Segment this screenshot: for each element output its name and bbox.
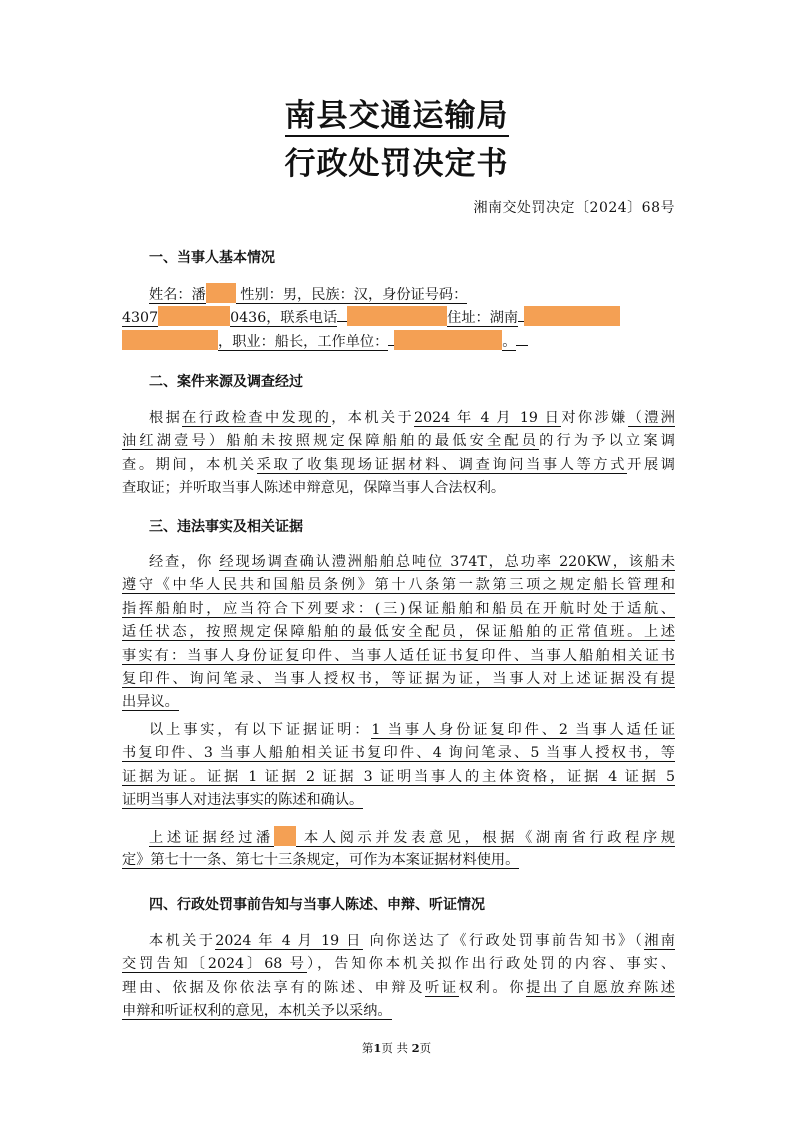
redaction-box — [158, 306, 230, 326]
evidence-line — [122, 789, 675, 812]
evidence-review-line — [122, 849, 675, 872]
address-label: 住址：湖南 — [447, 310, 519, 327]
text-run: 1 当事人身份证复印件、2 当事人适任证 — [371, 722, 675, 738]
text-run: 本人阅示并发表意见，根据《湖南省行政程序规 — [295, 830, 675, 846]
case-line-3 — [122, 454, 675, 477]
text-run: 在行政检查中发现的 — [182, 410, 332, 426]
party-gender-id-label: 性别：男，民族：汉，身份证号码： — [235, 287, 468, 303]
facts-paragraph-1 — [122, 551, 675, 715]
id-prefix: 4307 — [122, 310, 159, 327]
text-run: 根据 — [149, 410, 183, 426]
agency-title-text: 南县交通运输局 — [285, 98, 509, 137]
facts-line — [122, 574, 675, 597]
text-run: 提出了自愿放弃陈述 — [526, 979, 675, 996]
text-run: 理由、依据及你依法享有的陈述、申辩及 — [122, 979, 426, 996]
text-run: 湘南 — [644, 933, 675, 949]
notice-line — [122, 977, 675, 1000]
facts-line — [122, 621, 675, 644]
text-run: 证据为证。证据 1 证据 2 证据 3 证明当事人的主体资格，证据 4 证据 5 — [122, 768, 675, 785]
notice-line — [122, 930, 675, 953]
party-name-label: 姓名：潘 — [149, 287, 206, 303]
facts-line — [122, 691, 675, 714]
occupation-employer-label: ，职业：船长，工作单位： — [218, 333, 389, 350]
text-run: 2024 年 4 月 19 日 — [414, 410, 562, 426]
text-run: ，本机关于 — [331, 410, 415, 426]
redaction-box — [524, 306, 620, 326]
notice-paragraph — [122, 930, 675, 1024]
text-run: 交罚告知〔2024〕68 号 — [122, 956, 307, 973]
text-run: 对你涉嫌 — [561, 410, 628, 426]
case-line-2 — [122, 430, 675, 453]
facts-line — [122, 645, 675, 668]
text-run: 上述证据经过潘 — [149, 830, 274, 846]
text-run: 向你送达了《行政处罚事前告知书》（ — [362, 933, 645, 949]
notice-line — [122, 953, 675, 976]
text-run: 适任状态，按照规定保障船舶的最低安全配员，保证船舶的正常值班。上述 — [122, 624, 675, 641]
text-run: 油红湖壹号） — [122, 433, 227, 450]
section-2-heading: 二、案件来源及调查经过 — [149, 374, 303, 390]
document-title: 行政处罚决定书 — [284, 146, 509, 182]
id-suffix-phone-label: 0436，联系电话 — [230, 310, 338, 327]
evidence-line — [122, 719, 675, 742]
party-line-2 — [122, 306, 675, 329]
text-run: 书复印件、3 当事人船舶相关证书复印件、4 询问笔录、5 当事人授权书，等 — [122, 745, 675, 762]
text-run: 开展调 — [627, 456, 675, 473]
case-source-paragraph — [122, 407, 675, 501]
page-total: 2 — [411, 1041, 420, 1055]
text-run: 遵守《中华人民共和国船员条例》第十八条第一款第三项之规定船长管理和 — [122, 577, 675, 594]
text-run: 经现场调查确认澧洲船舶总吨位 374T，总功率 220KW，该船未 — [219, 554, 675, 570]
footer-text: 第 — [361, 1041, 374, 1055]
text-run: 以上事实，有以下证据证明： — [149, 722, 372, 738]
party-line-3 — [122, 330, 675, 353]
page-footer — [0, 1040, 793, 1056]
case-line-4: 查取证；并听取当事人陈述申辩意见，保障当事人合法权利。 — [122, 480, 506, 497]
text-run: 船舶未按照规定保障船舶的最低安全配员 — [226, 433, 540, 450]
evidence-line — [122, 766, 675, 789]
text-run: 权利。你 — [458, 979, 527, 996]
redaction-box — [274, 826, 296, 846]
line-end-period: 。 — [502, 333, 517, 350]
text-run: ），告知你本机关拟作出行政处罚的内容、事实、 — [306, 956, 675, 973]
text-run: 出异议。 — [122, 694, 179, 711]
text-run: 2024 年 4 月 19 日 — [215, 933, 363, 949]
document-number: 湘南交处罚决定〔2024〕68号 — [473, 200, 675, 216]
facts-line — [122, 598, 675, 621]
facts-line — [122, 668, 675, 691]
section-3-heading: 三、违法事实及相关证据 — [149, 519, 303, 535]
redaction-box — [394, 330, 502, 350]
facts-line — [122, 551, 675, 574]
section-1-heading: 一、当事人基本情况 — [149, 250, 275, 266]
redaction-box — [347, 306, 447, 326]
notice-line — [122, 1000, 675, 1023]
text-run: 事实有：当事人身份证复印件、当事人适任证书复印件、当事人船舶相关证书 — [122, 647, 675, 664]
evidence-line — [122, 742, 675, 765]
party-info-block — [122, 283, 675, 353]
page-number: 1 — [373, 1041, 382, 1055]
text-run: 定》第七十一条、第七十三条规定，可作为本案证据材料使用。 — [122, 852, 520, 869]
facts-paragraph-2 — [122, 719, 675, 813]
text-run: 指挥船舶时，应当符合下列要求：(三)保证船舶和船员在开航时处于适航、 — [122, 600, 675, 617]
case-line-1 — [122, 407, 675, 430]
evidence-review-line — [122, 826, 675, 849]
text-run: 查。期间，本机关 — [122, 456, 257, 473]
facts-paragraph-3 — [122, 826, 675, 873]
footer-text: 页 共 — [381, 1041, 412, 1055]
text-run: （澧洲 — [627, 410, 675, 426]
footer-text: 页 — [419, 1041, 432, 1055]
text-run: 经查，你 — [149, 554, 220, 570]
redaction-box — [122, 330, 218, 350]
text-run: 的行为予以立案调 — [539, 433, 675, 450]
text-run: 听证 — [425, 979, 459, 996]
text-run: 采取了收集现场证据材料、调查询问当事人等方式 — [256, 456, 628, 473]
party-line-1 — [122, 283, 675, 306]
text-run: 本机关于 — [149, 933, 216, 949]
text-run: 证明当事人对违法事实的陈述和确认。 — [122, 792, 364, 809]
text-run: 复印件、询问笔录、当事人授权书，等证据为证，当事人对上述证据没有提 — [122, 670, 675, 687]
agency-title — [0, 96, 793, 136]
text-run: 申辩和听证权利的意见，本机关予以采纳。 — [122, 1003, 392, 1020]
redaction-box — [206, 283, 236, 303]
section-4-heading: 四、行政处罚事前告知与当事人陈述、申辩、听证情况 — [149, 897, 485, 913]
